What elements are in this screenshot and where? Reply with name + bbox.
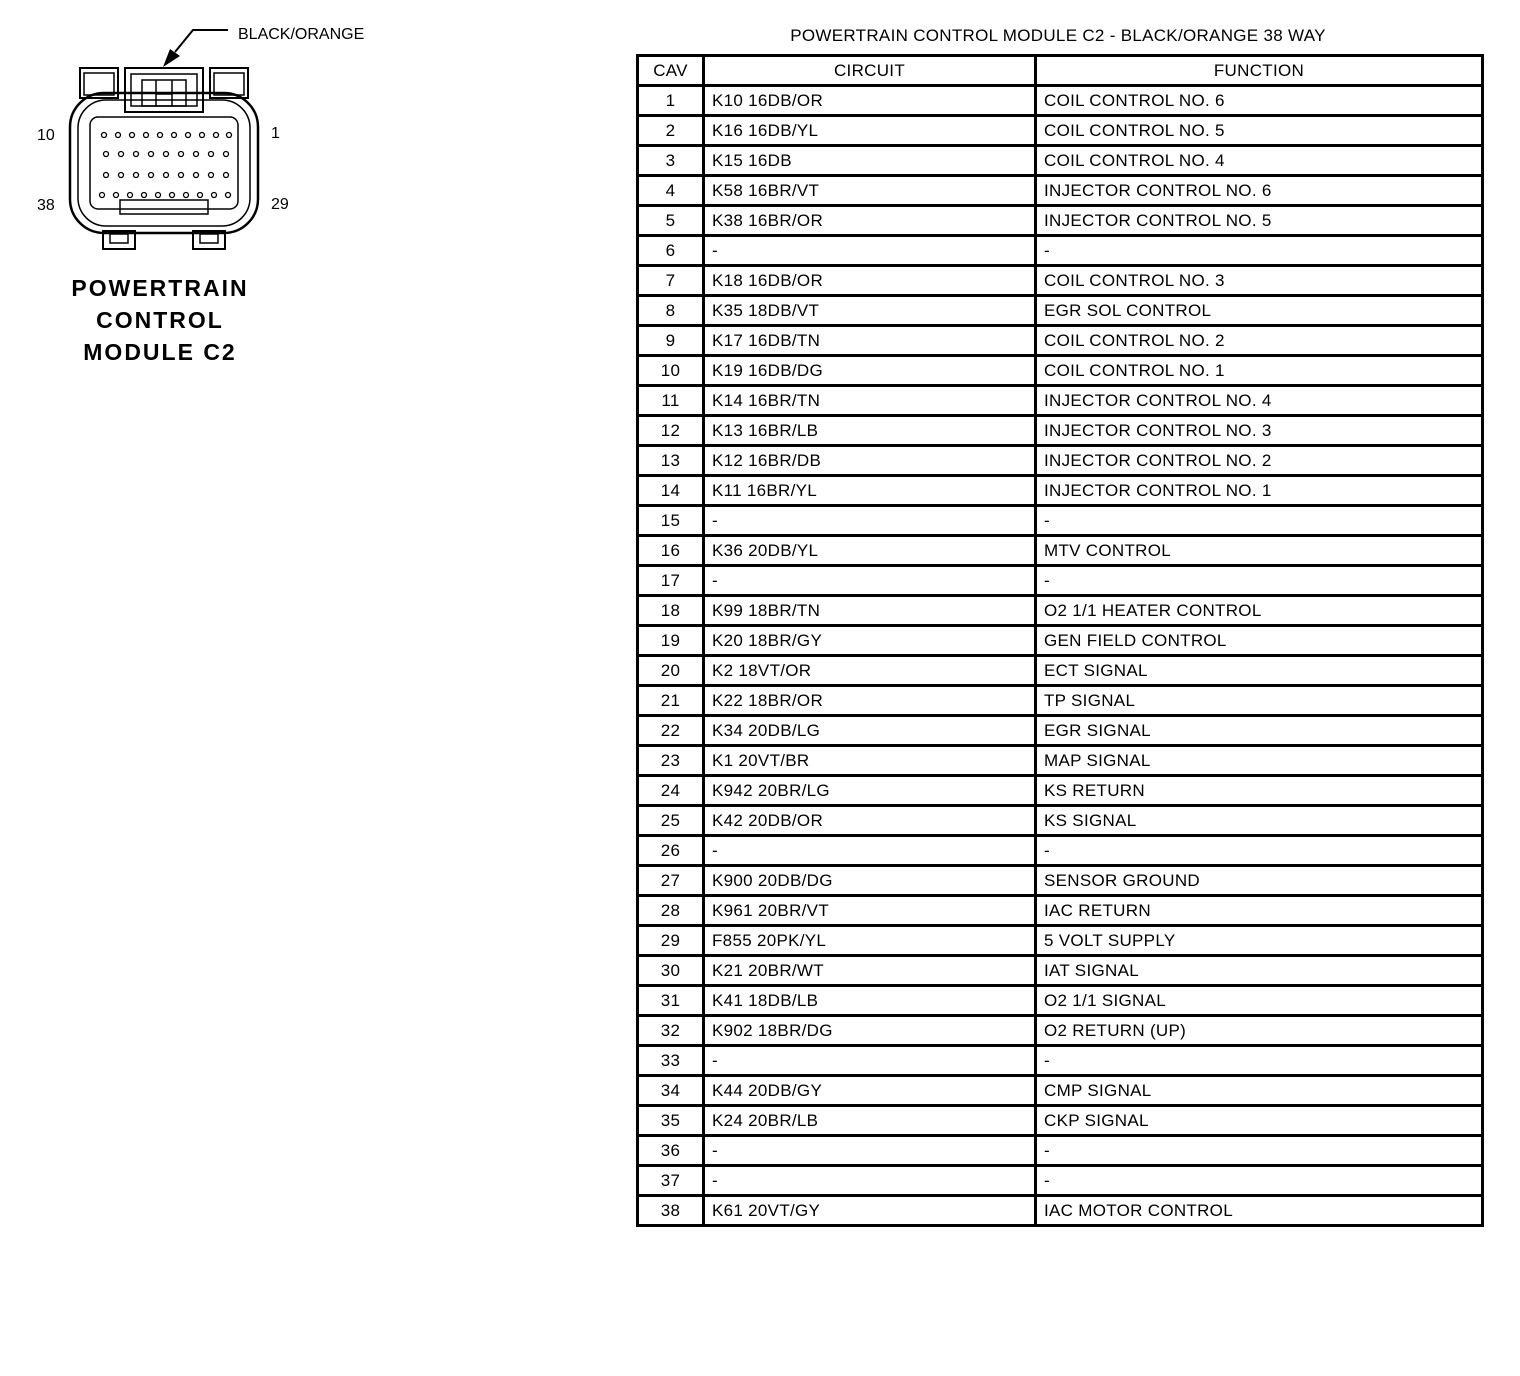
circuit-cell: K35 18DB/VT [704, 296, 1036, 326]
connector-diagram [0, 0, 620, 400]
function-cell: INJECTOR CONTROL NO. 4 [1036, 386, 1483, 416]
function-cell: EGR SOL CONTROL [1036, 296, 1483, 326]
function-cell: O2 1/1 HEATER CONTROL [1036, 596, 1483, 626]
table-row [638, 386, 1483, 416]
cav-cell: 23 [638, 746, 704, 776]
cav-cell: 27 [638, 866, 704, 896]
table-row [638, 566, 1483, 596]
table-row [638, 896, 1483, 926]
circuit-cell: K14 16BR/TN [704, 386, 1036, 416]
cav-cell: 17 [638, 566, 704, 596]
table-header-row [638, 56, 1483, 86]
cav-cell: 20 [638, 656, 704, 686]
function-cell: - [1036, 1166, 1483, 1196]
circuit-cell: - [704, 1136, 1036, 1166]
circuit-cell: K41 18DB/LB [704, 986, 1036, 1016]
table-row [638, 506, 1483, 536]
table-row [638, 1106, 1483, 1136]
cav-cell: 36 [638, 1136, 704, 1166]
table-row [638, 626, 1483, 656]
table-row [638, 236, 1483, 266]
cav-cell: 4 [638, 176, 704, 206]
cav-cell: 14 [638, 476, 704, 506]
circuit-cell: K20 18BR/GY [704, 626, 1036, 656]
function-cell: INJECTOR CONTROL NO. 1 [1036, 476, 1483, 506]
pin-cavities [100, 133, 232, 198]
color-callout-arrow [163, 30, 228, 67]
circuit-cell: K13 16BR/LB [704, 416, 1036, 446]
circuit-cell: - [704, 566, 1036, 596]
table-row [638, 956, 1483, 986]
table-row [638, 296, 1483, 326]
function-cell: IAC RETURN [1036, 896, 1483, 926]
cav-cell: 11 [638, 386, 704, 416]
table-row [638, 446, 1483, 476]
circuit-cell: K34 20DB/LG [704, 716, 1036, 746]
cav-cell: 10 [638, 356, 704, 386]
circuit-cell: - [704, 506, 1036, 536]
table-row [638, 146, 1483, 176]
circuit-cell: K22 18BR/OR [704, 686, 1036, 716]
circuit-cell: K18 16DB/OR [704, 266, 1036, 296]
table-row [638, 776, 1483, 806]
circuit-cell: K12 16BR/DB [704, 446, 1036, 476]
cav-cell: 2 [638, 116, 704, 146]
pin-label-10: 10 [37, 127, 55, 144]
table-row [638, 1136, 1483, 1166]
pinout-table-body [638, 86, 1483, 1226]
circuit-cell: K61 20VT/GY [704, 1196, 1036, 1226]
cav-cell: 13 [638, 446, 704, 476]
cav-cell: 31 [638, 986, 704, 1016]
pin-label-29: 29 [271, 196, 289, 213]
function-cell: CKP SIGNAL [1036, 1106, 1483, 1136]
cav-cell: 35 [638, 1106, 704, 1136]
function-cell: 5 VOLT SUPPLY [1036, 926, 1483, 956]
cav-cell: 8 [638, 296, 704, 326]
function-cell: IAC MOTOR CONTROL [1036, 1196, 1483, 1226]
cav-cell: 19 [638, 626, 704, 656]
pin-label-1: 1 [271, 125, 280, 142]
table-row [638, 326, 1483, 356]
table-row [638, 806, 1483, 836]
cav-cell: 25 [638, 806, 704, 836]
cav-cell: 12 [638, 416, 704, 446]
circuit-cell: K961 20BR/VT [704, 896, 1036, 926]
cav-cell: 22 [638, 716, 704, 746]
table-row [638, 596, 1483, 626]
function-cell: INJECTOR CONTROL NO. 5 [1036, 206, 1483, 236]
cav-cell: 29 [638, 926, 704, 956]
table-row [638, 746, 1483, 776]
cav-cell: 32 [638, 1016, 704, 1046]
circuit-cell: K942 20BR/LG [704, 776, 1036, 806]
function-cell: INJECTOR CONTROL NO. 6 [1036, 176, 1483, 206]
function-cell: MTV CONTROL [1036, 536, 1483, 566]
table-row [638, 866, 1483, 896]
circuit-cell: K19 16DB/DG [704, 356, 1036, 386]
header-cav: CAV [638, 56, 704, 86]
function-cell: COIL CONTROL NO. 1 [1036, 356, 1483, 386]
function-cell: INJECTOR CONTROL NO. 2 [1036, 446, 1483, 476]
header-circuit: CIRCUIT [704, 56, 1036, 86]
table-row [638, 836, 1483, 866]
table-row [638, 716, 1483, 746]
function-cell: KS SIGNAL [1036, 806, 1483, 836]
cav-cell: 38 [638, 1196, 704, 1226]
cav-cell: 18 [638, 596, 704, 626]
function-cell: TP SIGNAL [1036, 686, 1483, 716]
table-row [638, 1166, 1483, 1196]
function-cell: - [1036, 836, 1483, 866]
circuit-cell: K42 20DB/OR [704, 806, 1036, 836]
table-row [638, 536, 1483, 566]
circuit-cell: F855 20PK/YL [704, 926, 1036, 956]
function-cell: - [1036, 1046, 1483, 1076]
function-cell: GEN FIELD CONTROL [1036, 626, 1483, 656]
circuit-cell: K44 20DB/GY [704, 1076, 1036, 1106]
function-cell: COIL CONTROL NO. 5 [1036, 116, 1483, 146]
cav-cell: 24 [638, 776, 704, 806]
circuit-cell: K24 20BR/LB [704, 1106, 1036, 1136]
function-cell: SENSOR GROUND [1036, 866, 1483, 896]
circuit-cell: - [704, 836, 1036, 866]
table-row [638, 416, 1483, 446]
circuit-cell: K15 16DB [704, 146, 1036, 176]
cav-cell: 3 [638, 146, 704, 176]
function-cell: COIL CONTROL NO. 3 [1036, 266, 1483, 296]
function-cell: O2 RETURN (UP) [1036, 1016, 1483, 1046]
circuit-cell: K99 18BR/TN [704, 596, 1036, 626]
table-row [638, 1046, 1483, 1076]
cav-cell: 28 [638, 896, 704, 926]
circuit-cell: K36 20DB/YL [704, 536, 1036, 566]
table-row [638, 1196, 1483, 1226]
connector-body [70, 68, 258, 249]
function-cell: INJECTOR CONTROL NO. 3 [1036, 416, 1483, 446]
table-row [638, 86, 1483, 116]
function-cell: COIL CONTROL NO. 4 [1036, 146, 1483, 176]
pin-label-38: 38 [37, 197, 55, 214]
table-row [638, 176, 1483, 206]
function-cell: - [1036, 566, 1483, 596]
connector-title [40, 272, 280, 368]
circuit-cell: K38 16BR/OR [704, 206, 1036, 236]
table-row [638, 116, 1483, 146]
cav-cell: 5 [638, 206, 704, 236]
cav-cell: 34 [638, 1076, 704, 1106]
table-caption: POWERTRAIN CONTROL MODULE C2 - BLACK/ORANGE 38 WAY [790, 26, 1326, 45]
cav-cell: 33 [638, 1046, 704, 1076]
table-row [638, 476, 1483, 506]
connector-title-line-3: MODULE C2 [83, 339, 237, 365]
circuit-cell: K11 16BR/YL [704, 476, 1036, 506]
cav-cell: 26 [638, 836, 704, 866]
function-cell: EGR SIGNAL [1036, 716, 1483, 746]
connector-title-line-2: CONTROL [96, 307, 224, 333]
table-row [638, 356, 1483, 386]
circuit-cell: K10 16DB/OR [704, 86, 1036, 116]
function-cell: O2 1/1 SIGNAL [1036, 986, 1483, 1016]
function-cell: - [1036, 1136, 1483, 1166]
circuit-cell: K2 18VT/OR [704, 656, 1036, 686]
cav-cell: 21 [638, 686, 704, 716]
circuit-cell: K900 20DB/DG [704, 866, 1036, 896]
table-row [638, 1016, 1483, 1046]
circuit-cell: K1 20VT/BR [704, 746, 1036, 776]
circuit-cell: K902 18BR/DG [704, 1016, 1036, 1046]
cav-cell: 1 [638, 86, 704, 116]
function-cell: ECT SIGNAL [1036, 656, 1483, 686]
pinout-table [636, 54, 1484, 1227]
header-function: FUNCTION [1036, 56, 1483, 86]
table-row [638, 1076, 1483, 1106]
circuit-cell: K17 16DB/TN [704, 326, 1036, 356]
table-row [638, 656, 1483, 686]
circuit-cell: K58 16BR/VT [704, 176, 1036, 206]
circuit-cell: - [704, 1166, 1036, 1196]
cav-cell: 7 [638, 266, 704, 296]
connector-title-line-1: POWERTRAIN [71, 275, 249, 301]
cav-cell: 37 [638, 1166, 704, 1196]
cav-cell: 6 [638, 236, 704, 266]
table-row [638, 266, 1483, 296]
circuit-cell: - [704, 236, 1036, 266]
cav-cell: 16 [638, 536, 704, 566]
cav-cell: 15 [638, 506, 704, 536]
circuit-cell: K21 20BR/WT [704, 956, 1036, 986]
table-row [638, 926, 1483, 956]
table-row [638, 206, 1483, 236]
table-row [638, 686, 1483, 716]
cav-cell: 30 [638, 956, 704, 986]
function-cell: IAT SIGNAL [1036, 956, 1483, 986]
function-cell: - [1036, 236, 1483, 266]
circuit-cell: K16 16DB/YL [704, 116, 1036, 146]
function-cell: CMP SIGNAL [1036, 1076, 1483, 1106]
function-cell: MAP SIGNAL [1036, 746, 1483, 776]
function-cell: COIL CONTROL NO. 6 [1036, 86, 1483, 116]
function-cell: - [1036, 506, 1483, 536]
cav-cell: 9 [638, 326, 704, 356]
circuit-cell: - [704, 1046, 1036, 1076]
color-callout-label: BLACK/ORANGE [238, 26, 365, 43]
function-cell: COIL CONTROL NO. 2 [1036, 326, 1483, 356]
function-cell: KS RETURN [1036, 776, 1483, 806]
table-row [638, 986, 1483, 1016]
